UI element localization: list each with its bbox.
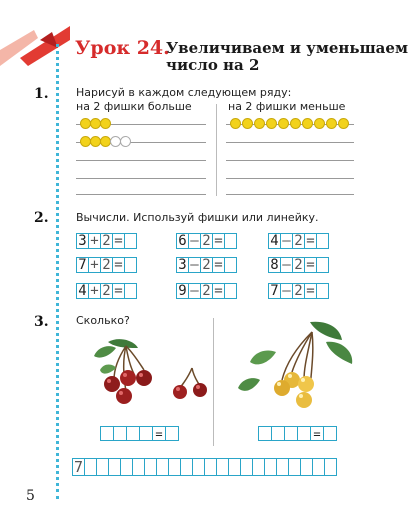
task1-instruction: Нарисуй в каждом следующем ряду: bbox=[76, 86, 292, 99]
expression-equals: = bbox=[212, 233, 225, 249]
chip-filled bbox=[242, 118, 253, 129]
answer-cell[interactable] bbox=[113, 426, 127, 441]
expression bbox=[176, 257, 237, 273]
expression-equals: = bbox=[212, 257, 225, 273]
expression bbox=[76, 283, 137, 299]
expression bbox=[76, 233, 137, 249]
expression-operand: 2 bbox=[292, 257, 305, 273]
answer-cell[interactable] bbox=[165, 426, 179, 441]
expression-number: 4 bbox=[268, 233, 281, 249]
task1-left-line bbox=[76, 194, 206, 195]
answer-cell[interactable] bbox=[316, 233, 329, 249]
chip-filled bbox=[326, 118, 337, 129]
expression-operator: – bbox=[280, 257, 293, 273]
expression-operator: – bbox=[280, 283, 293, 299]
answer-cell[interactable] bbox=[124, 283, 137, 299]
task2-number: 2. bbox=[34, 210, 49, 226]
task1-left-line bbox=[76, 178, 206, 179]
task3-number: 3. bbox=[34, 314, 49, 330]
answer-cell[interactable] bbox=[284, 426, 298, 441]
expression bbox=[76, 257, 137, 273]
answer-cell[interactable] bbox=[271, 426, 285, 441]
expression-equals: = bbox=[212, 283, 225, 299]
answer-equals: = bbox=[310, 426, 324, 441]
expression-operator: + bbox=[88, 283, 101, 299]
answer-cell[interactable] bbox=[124, 233, 137, 249]
expression-operand: 2 bbox=[100, 233, 113, 249]
expression-number: 7 bbox=[76, 257, 89, 273]
answer-cell[interactable] bbox=[297, 426, 311, 441]
expression-operator: – bbox=[280, 233, 293, 249]
task1-left-line bbox=[76, 160, 206, 161]
expression-equals: = bbox=[304, 257, 317, 273]
count-answer-row bbox=[100, 426, 179, 441]
expression bbox=[268, 257, 329, 273]
expression-operator: – bbox=[188, 257, 201, 273]
expression-operand: 2 bbox=[292, 283, 305, 299]
task1-right-line bbox=[226, 142, 354, 143]
chip-filled bbox=[254, 118, 265, 129]
task3-question: Сколько? bbox=[76, 314, 130, 327]
chip-filled bbox=[290, 118, 301, 129]
task1-right-line bbox=[226, 194, 354, 195]
expression-number: 9 bbox=[176, 283, 189, 299]
expression bbox=[176, 233, 237, 249]
expression-number: 3 bbox=[176, 257, 189, 273]
answer-cell[interactable] bbox=[316, 283, 329, 299]
chip-filled bbox=[100, 118, 111, 129]
chip-filled bbox=[278, 118, 289, 129]
expression-number: 6 bbox=[176, 233, 189, 249]
task1-number: 1. bbox=[34, 86, 49, 102]
expression-operand: 2 bbox=[200, 233, 213, 249]
task1-right-line bbox=[226, 160, 354, 161]
task1-divider bbox=[216, 104, 217, 196]
expression-number: 4 bbox=[76, 283, 89, 299]
expression-operator: – bbox=[188, 233, 201, 249]
expression-operand: 2 bbox=[200, 283, 213, 299]
answer-cell[interactable] bbox=[100, 426, 114, 441]
page-number: 5 bbox=[26, 488, 35, 504]
answer-cell[interactable] bbox=[124, 257, 137, 273]
expression-operator: + bbox=[88, 233, 101, 249]
expression-operator: – bbox=[188, 283, 201, 299]
lesson-number: Урок 24. bbox=[75, 37, 170, 59]
expression-operand: 2 bbox=[100, 283, 113, 299]
expression-number: 8 bbox=[268, 257, 281, 273]
expression-operand: 2 bbox=[292, 233, 305, 249]
expression-number: 7 bbox=[268, 283, 281, 299]
chip-filled bbox=[302, 118, 313, 129]
expression bbox=[268, 233, 329, 249]
chip-filled bbox=[230, 118, 241, 129]
task1-left-caption: на 2 фишки больше bbox=[76, 100, 192, 113]
expression-operand: 2 bbox=[100, 257, 113, 273]
lesson-title-line2: число на 2 bbox=[166, 56, 260, 74]
answer-cell[interactable] bbox=[139, 426, 153, 441]
expression-equals: = bbox=[304, 283, 317, 299]
practice-cell[interactable] bbox=[324, 458, 337, 476]
answer-cell[interactable] bbox=[258, 426, 272, 441]
expression-equals: = bbox=[112, 283, 125, 299]
chip-filled bbox=[314, 118, 325, 129]
expression-equals: = bbox=[112, 233, 125, 249]
red-cherries-picture bbox=[88, 334, 218, 416]
expression-equals: = bbox=[304, 233, 317, 249]
expression-equals: = bbox=[112, 257, 125, 273]
answer-cell[interactable] bbox=[224, 233, 237, 249]
chip-filled bbox=[266, 118, 277, 129]
digit-practice-row bbox=[72, 458, 337, 476]
expression-number: 3 bbox=[76, 233, 89, 249]
chip-filled bbox=[338, 118, 349, 129]
yellow-cherries-picture bbox=[230, 318, 370, 418]
answer-cell[interactable] bbox=[224, 257, 237, 273]
answer-cell[interactable] bbox=[224, 283, 237, 299]
task1-right-line bbox=[226, 178, 354, 179]
task1-right-caption: на 2 фишки меньше bbox=[228, 100, 346, 113]
expression-operand: 2 bbox=[200, 257, 213, 273]
count-answer-row bbox=[258, 426, 337, 441]
practice-digit-sample: 7 bbox=[73, 458, 84, 476]
answer-cell[interactable] bbox=[126, 426, 140, 441]
answer-equals: = bbox=[152, 426, 166, 441]
expression bbox=[268, 283, 329, 299]
answer-cell[interactable] bbox=[323, 426, 337, 441]
lesson-title-line1: Увеличиваем и уменьшаем bbox=[166, 39, 408, 57]
chip-empty bbox=[120, 136, 131, 147]
answer-cell[interactable] bbox=[316, 257, 329, 273]
expression bbox=[176, 283, 237, 299]
corner-ribbon-decoration bbox=[0, 0, 70, 70]
margin-dotted-line bbox=[56, 44, 59, 499]
expression-operator: + bbox=[88, 257, 101, 273]
task2-instruction: Вычисли. Используй фишки или линейку. bbox=[76, 211, 319, 224]
